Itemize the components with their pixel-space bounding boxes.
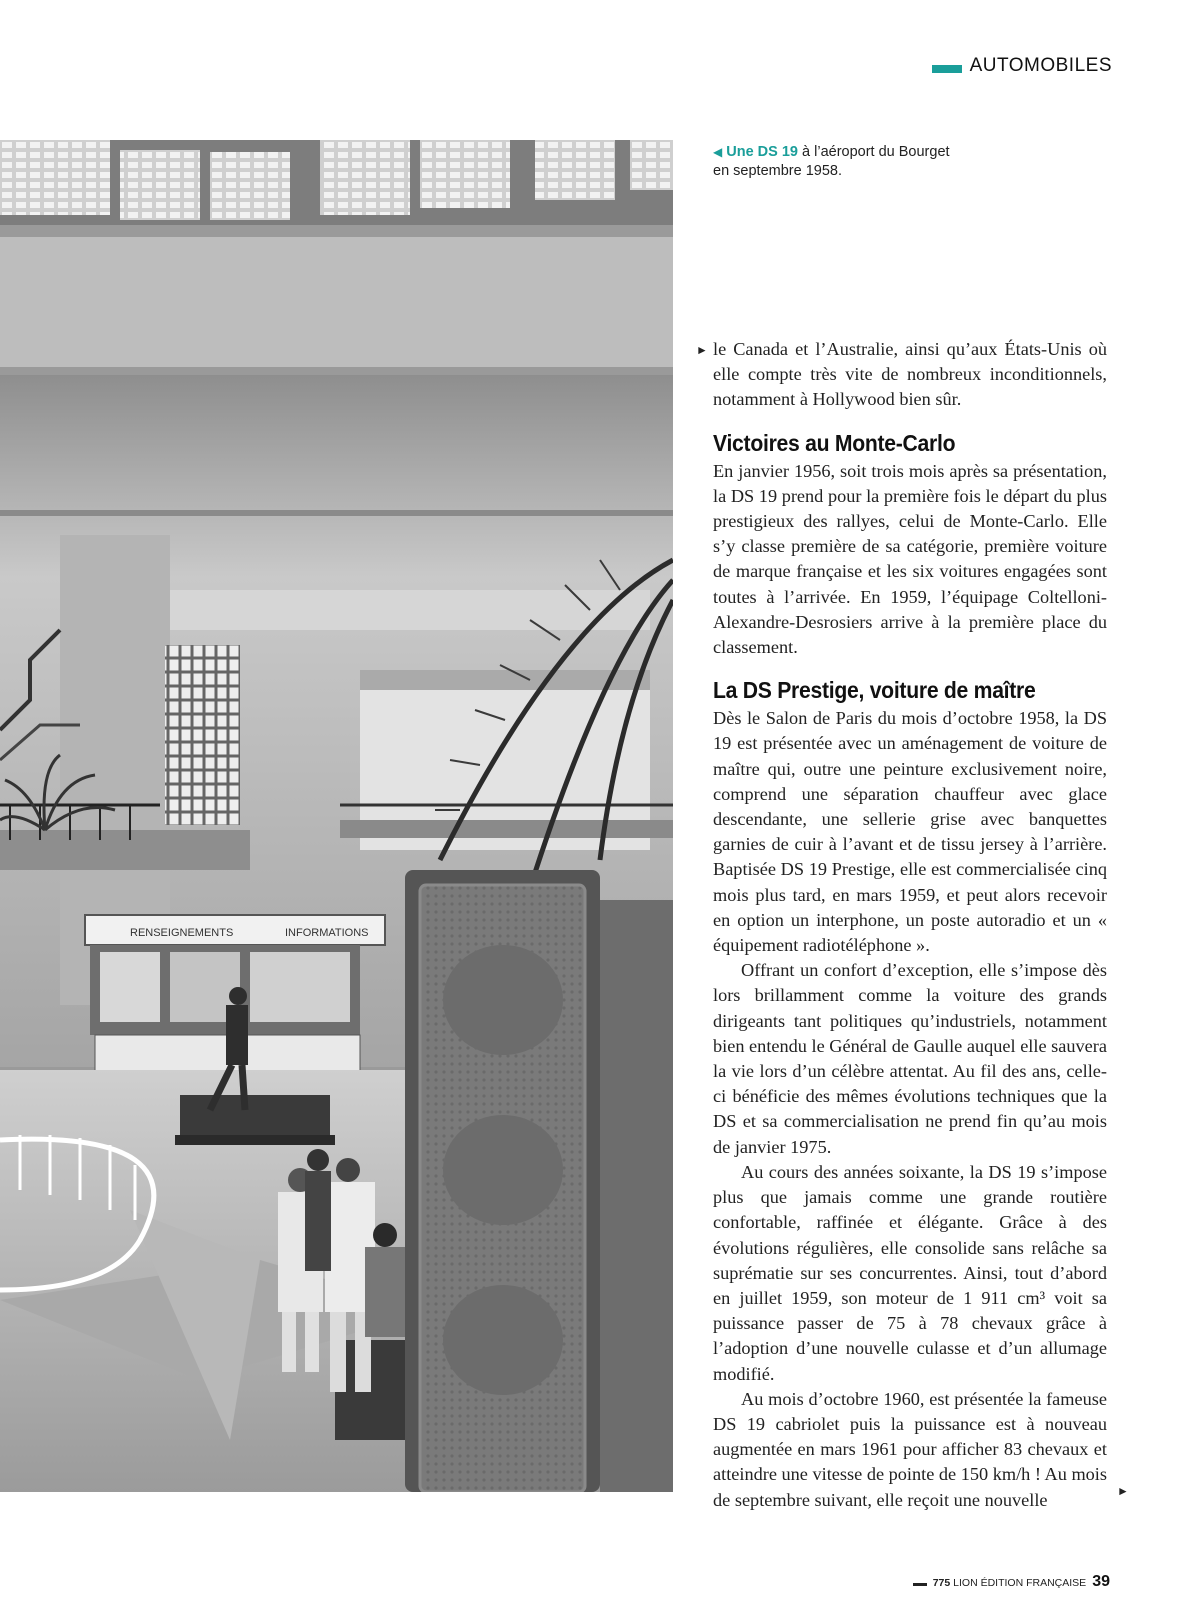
article-body xyxy=(713,337,1107,1513)
paragraph-2: Dès le Salon de Paris du mois d’octobre 1958, la DS 19 est présentée avec un aménagement de voiture de maître qui, outre une peinture exclusivement noire, comprend une séparation chauffeur avec glace descendante, une sellerie grise avec banquettes garnies de cuir à l’avant et de tissu jersey à l’arrière. Baptisée DS 19 Prestige, elle est commercialisée cinq mois plus tard, en mars 1959, et peut alors recevoir en option un interphone, un poste autoradio et un « équipement radiotéléphone ». xyxy=(713,708,1107,956)
paragraph-5: Au mois d’octobre 1960, est présentée la fameuse DS 19 cabriolet puis la puissance est à nouveau augmentée en mars 1961 pour afficher 83 chevaux et atteindre une vitesse de pointe de 150 km/h ! Au mois de septembre suivant, elle reçoit une nouvelle xyxy=(713,1388,1107,1510)
airport-hall-photo xyxy=(0,140,673,1492)
section-tag xyxy=(932,55,1112,77)
footer-accent-bar xyxy=(913,1583,927,1586)
heading-victoires: Victoires au Monte-Carlo xyxy=(713,429,956,456)
caption-text: à l’aéroport du Bourget en septembre 1958. xyxy=(713,144,950,179)
page-footer xyxy=(913,1573,1110,1591)
paragraph-3: Offrant un confort d’exception, elle s’impose dès lors brillamment comme la voiture des grands dirigeants tant politiques qu’industriels, notamment bien entendu le Général de Gaulle auquel elle sauvera la vie lors d’un célèbre attentat. Au fil des ans, celle-ci bénéficie des mêmes évolutions techniques que la DS et sa commercialisation ne prend fin qu’au mois de janvier 1975. xyxy=(713,960,1107,1157)
footer-mag-name: LION ÉDITION FRANÇAISE xyxy=(953,1577,1087,1589)
footer-mag-number: 775 xyxy=(932,1577,951,1589)
page-number: 39 xyxy=(1092,1573,1110,1590)
paragraph-1: En janvier 1956, soit trois mois après sa présentation, la DS 19 prend pour la première fois le départ du plus prestigieux des rallyes, celui de Monte-Carlo. Elle s’y classe première de sa catégorie, première voiture de marque française et les six voitures engagées sont toutes à l’arrivée. En 1959, l’équipage Coltelloni-Alexandre-Desrosiers arrive à la première place du classement. xyxy=(713,460,1107,658)
next-page-arrow-icon: ► xyxy=(1117,1484,1129,1498)
caption-arrow-icon: ◀ xyxy=(713,145,723,159)
kiosk-sign-renseignements: RENSEIGNEMENTS xyxy=(130,927,234,939)
footer-magazine xyxy=(933,1577,1086,1589)
section-accent-bar xyxy=(932,65,962,73)
paragraph-4: Au cours des années soixante, la DS 19 s’impose plus que jamais comme une grande routière confortable, raffinée et élégante. Grâce à des évolutions régulières, elle consolide sans relâche sa suprématie sur ses concurrentes. Ainsi, tout d’abord en juillet 1959, son moteur de 1 911 cm³ voit sa puissance passer de 75 à 78 chevaux grâce à l’adoption d’une nouvelle culasse et d’un allumage modifié. xyxy=(713,1161,1107,1384)
photo-caption xyxy=(713,143,953,181)
caption-highlight: Une DS 19 xyxy=(726,144,798,160)
continued-arrow-icon: ► xyxy=(696,343,708,357)
section-label: AUTOMOBILES xyxy=(969,55,1112,76)
kiosk-sign-informations: INFORMATIONS xyxy=(285,927,369,939)
heading-ds-prestige: La DS Prestige, voiture de maître xyxy=(713,677,1036,704)
article-intro: le Canada et l’Australie, ainsi qu’aux États-Unis où elle compte très vite de nombreux inconditionnels, notamment à Hollywood bien sûr. xyxy=(713,339,1107,410)
